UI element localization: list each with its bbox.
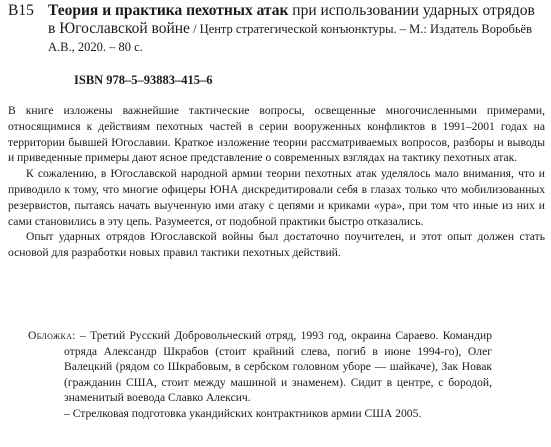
book-title: Теория и практика пехотных атак	[48, 2, 289, 19]
annotation-paragraph-3: Опыт ударных отрядов Югославской войны был достаточно поучителен, и этот опыт должен стать основой для разработки новых правил тактики пехотных действий.	[8, 230, 545, 260]
cover-description	[28, 328, 492, 422]
publication-info: / Центр стратегической конъюнктуры. – М.: Издатель Воробьёв А.В., 2020. – 80 с.	[48, 22, 533, 54]
cover-item-2-text: – Стрелковая подготовка укандийских контрактников армии США 2005.	[64, 406, 422, 420]
cover-item-2	[28, 406, 492, 422]
isbn: ISBN 978–5–93883–415–6	[74, 73, 213, 87]
cover-item-1-text: – Третий Русский Добровольческий отряд, 1993 год, окраина Сараево. Командир отряда Александр Шкрабов (стоит крайний слева, погиб в июне 1994-го), Олег Валецкий (рядом со Шкрабовым, в сербском головном уборе — шайкаче), Зак Новак (гражданин США, стоит между машиной и знаменем). Сидит в центре, с бородой, знаменитый воевода Славко Алексич.	[64, 329, 492, 405]
cover-item-1	[28, 328, 492, 406]
bibliographic-header	[48, 2, 544, 56]
annotation-text	[8, 103, 545, 261]
annotation-paragraph-1: В книге изложены важнейшие тактические вопросы, освещенные многочисленными примерами, относящимися к действиям пехотных частей в серии вооруженных конфликтов в 1991–2001 годах на территории бывшей Югославии. Краткое изложение теории рассматриваемых вопросов, разборы и выводы и приведенные примеры дают ясное представление о современных взглядах на тактику пехотных атак.	[8, 104, 545, 165]
book-title-continuation: при использовании ударных отрядов в Югославской войне	[48, 2, 535, 37]
entry-code: В15	[8, 2, 34, 19]
annotation-paragraph-2: К сожалению, в Югославской народной армии теории пехотных атак уделялось мало внимания, что и приводило к тому, что многие офицеры ЮНА дискредитировали себя в глазах только что мобилизованных резервистов, пытаясь начать выученную ими атаку с цепями и криками «ура», при том что иные из них и сами становились в эту цепь. Разумеется, от подобной практики быстро отказались.	[8, 167, 545, 228]
cover-label: Обложка:	[28, 329, 76, 342]
